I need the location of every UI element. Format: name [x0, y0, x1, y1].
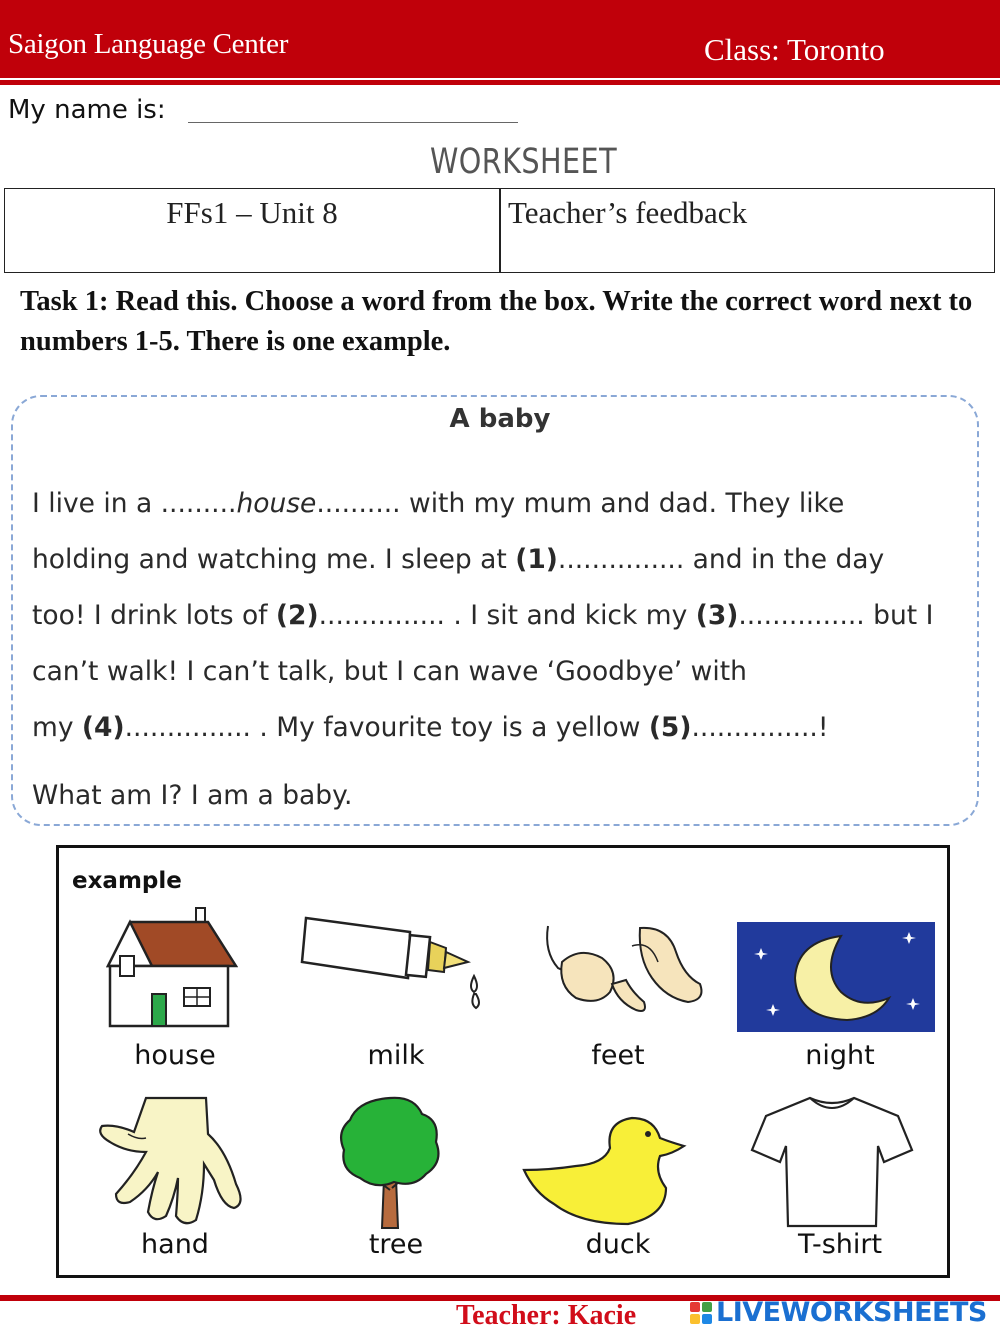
answer-blank-1[interactable]: ............... and in the day: [557, 544, 885, 575]
story-line-5: [32, 700, 972, 756]
story-question: What am I? I am a baby.: [32, 780, 353, 811]
word-feet: feet: [591, 1040, 645, 1071]
logo-cubes-icon: [690, 1302, 712, 1324]
night-picture: [737, 922, 935, 1032]
story-text-segment: holding and watching me. I sleep at: [32, 544, 516, 575]
story-title: A baby: [449, 404, 551, 434]
feet-picture: [540, 922, 705, 1022]
word-house: house: [134, 1040, 216, 1071]
tree-picture: [336, 1092, 446, 1232]
blank-number-1: (1): [515, 544, 558, 575]
answer-blank-2[interactable]: ............... . I sit and kick my: [318, 600, 696, 631]
hand-picture: [86, 1094, 246, 1229]
story-line-4: can’t walk! I can’t talk, but I can wave ‘Goodbye’ with: [32, 656, 747, 687]
tshirt-picture: [748, 1092, 916, 1232]
story-text-segment: I live in a .........: [32, 488, 237, 519]
info-table: [4, 188, 995, 273]
word-night: night: [805, 1040, 875, 1071]
story-line-3: [32, 588, 972, 644]
unit-label: FFs1 – Unit 8: [166, 195, 338, 230]
story-text-segment: too! I drink lots of: [32, 600, 276, 631]
name-field[interactable]: [188, 122, 518, 123]
blank-number-3: (3): [695, 600, 739, 631]
milk-picture: [298, 912, 488, 1012]
liveworksheets-logo: [690, 1297, 987, 1328]
answer-blank-5[interactable]: ...............!: [691, 712, 829, 743]
story-text-segment: my: [32, 712, 82, 743]
logo-text: LIVEWORKSHEETS: [716, 1297, 987, 1328]
teacher-feedback-label: Teacher’s feedback: [508, 195, 748, 230]
blank-number-2: (2): [275, 600, 319, 631]
center-name: Saigon Language Center: [8, 28, 289, 60]
teacher-name: Teacher: Kacie: [456, 1300, 637, 1331]
story-text-segment: .......... with my mum and dad. They like: [316, 488, 845, 519]
answer-blank-4[interactable]: ............... . My favourite toy is a yellow: [124, 712, 649, 743]
duck-picture: [520, 1112, 690, 1227]
header-divider: [0, 80, 1000, 85]
task-instructions: Task 1: Read this. Choose a word from the box. Write the correct word next to numbers 1-5. There is one example.: [20, 286, 973, 357]
word-tshirt: T-shirt: [797, 1229, 883, 1260]
worksheet-title: WORKSHEET: [430, 142, 618, 182]
blank-number-4: (4): [81, 712, 125, 743]
blank-number-5: (5): [648, 712, 692, 743]
story-line-2: [32, 532, 972, 588]
example-label: example: [72, 868, 182, 894]
story-text: [32, 476, 972, 756]
word-tree: tree: [368, 1229, 424, 1260]
word-duck: duck: [585, 1229, 651, 1260]
house-picture: [104, 904, 238, 1030]
name-label: My name is:: [8, 95, 166, 125]
answer-blank-3[interactable]: ............... but I: [738, 600, 934, 631]
class-name: Class: Toronto: [704, 32, 885, 67]
example-answer: house: [236, 488, 317, 519]
word-milk: milk: [367, 1040, 425, 1071]
story-line-1: [32, 476, 972, 532]
table-divider: [499, 189, 501, 272]
word-hand: hand: [141, 1229, 209, 1260]
